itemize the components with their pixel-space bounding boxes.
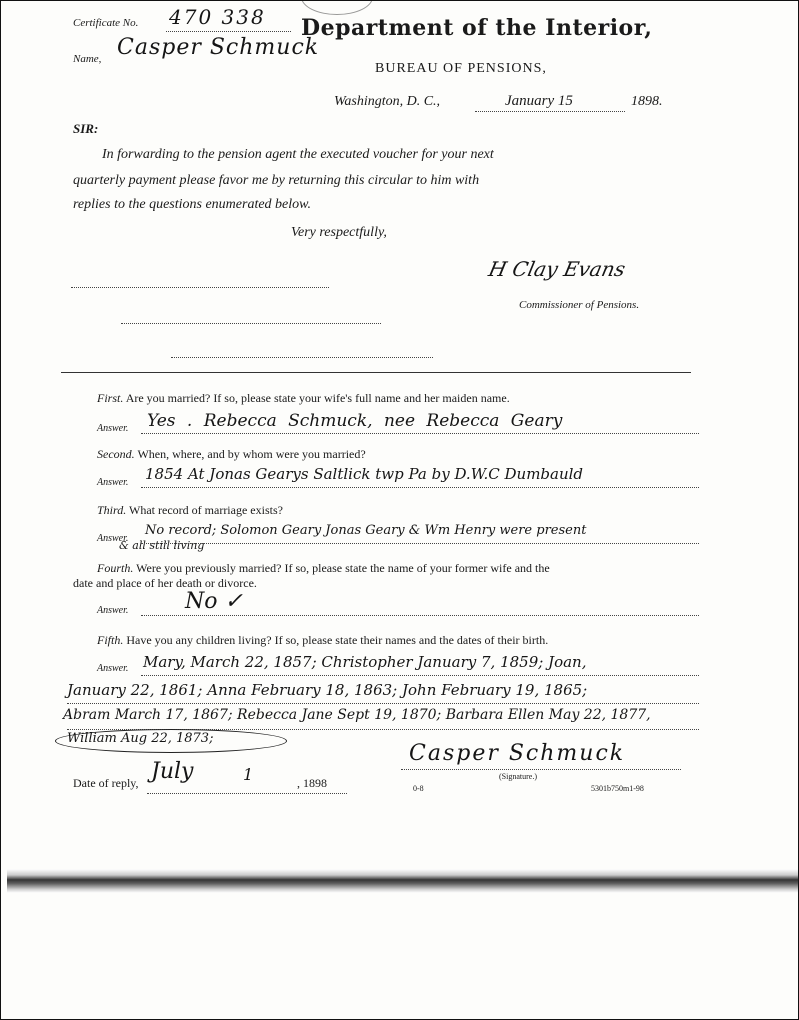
- answer-third-line-2: & all still living: [119, 539, 205, 552]
- date-underline: [475, 111, 625, 112]
- question-fourth-text: Were you previously married? If so, please state the name of your former wife and the: [136, 561, 550, 575]
- question-fourth-line-2: date and place of her death or divorce.: [73, 576, 257, 590]
- question-third-text: What record of marriage exists?: [129, 503, 283, 517]
- signature-line: [401, 769, 681, 770]
- closing: Very respectfully,: [291, 225, 387, 240]
- question-second: [97, 447, 366, 462]
- reply-month: July: [151, 759, 194, 784]
- answer-fifth-line-4: William Aug 22, 1873;: [67, 731, 214, 746]
- answer-fifth-label: Answer.: [97, 663, 129, 674]
- question-second-text: When, where, and by whom were you married?: [137, 447, 366, 461]
- answer-third-label: Answer.: [97, 533, 129, 544]
- print-code: 5301b750m1-98: [591, 784, 644, 793]
- question-fifth-text: Have you any children living? If so, please state their names and the dates of their birth.: [126, 633, 549, 647]
- letter-year: 1898.: [631, 94, 663, 109]
- claimant-signature: Casper Schmuck: [409, 741, 626, 766]
- address-line-1: [71, 287, 329, 288]
- answer-first-label: Answer.: [97, 423, 129, 434]
- answer-fourth: No ✓: [185, 589, 243, 614]
- question-first: [97, 391, 510, 406]
- name-value: Casper Schmuck: [117, 35, 320, 60]
- question-third: [97, 503, 283, 518]
- signature-label: (Signature.): [499, 772, 537, 781]
- answer-fourth-line: [141, 615, 699, 616]
- commissioner-signature: H Clay Evans: [486, 257, 628, 281]
- answer-second-label: Answer.: [97, 477, 129, 488]
- answer-third-line-1: No record; Solomon Geary Jonas Geary & Wm Henry were present: [145, 523, 587, 538]
- answer-fifth-line-2: January 22, 1861; Anna February 18, 1863; John February 19, 1865;: [67, 681, 588, 699]
- answer-first-line: [141, 433, 699, 434]
- answer-first: Yes . Rebecca Schmuck, nee Rebecca Geary: [147, 411, 563, 431]
- certificate-underline: [166, 31, 291, 32]
- scan-shadow-band: [7, 869, 799, 893]
- certificate-label: Certificate No.: [73, 17, 139, 29]
- letter-date: January 15: [505, 93, 573, 109]
- answer-third-line: [141, 543, 699, 544]
- section-divider: [61, 372, 691, 373]
- answer-fifth-rule-1: [141, 675, 699, 676]
- commissioner-title: Commissioner of Pensions.: [519, 299, 640, 311]
- address-line-2: [121, 323, 381, 324]
- reply-day: 1: [243, 765, 254, 784]
- seal-stamp: [301, 0, 373, 15]
- question-first-ordinal: First.: [97, 391, 124, 405]
- question-fourth-line-1: [97, 561, 550, 576]
- salutation: SIR:: [73, 121, 99, 136]
- date-of-reply-label: Date of reply,: [73, 776, 139, 790]
- answer-fourth-label: Answer.: [97, 605, 129, 616]
- answer-fifth-line-3: Abram March 17, 1867; Rebecca Jane Sept 19, 1870; Barbara Ellen May 22, 1877,: [63, 707, 651, 723]
- answer-fifth-rule-2: [67, 703, 699, 704]
- question-third-ordinal: Third.: [97, 503, 127, 517]
- place-label: Washington, D. C.,: [334, 94, 441, 109]
- question-fourth-ordinal: Fourth.: [97, 561, 134, 575]
- question-fifth-ordinal: Fifth.: [97, 633, 124, 647]
- department-title: Department of the Interior,: [301, 15, 653, 41]
- answer-second: 1854 At Jonas Gearys Saltlick twp Pa by D.W.C Dumbauld: [145, 465, 584, 483]
- reply-date-line: [147, 793, 347, 794]
- reply-year: , 1898: [297, 776, 327, 790]
- name-label: Name,: [73, 53, 102, 65]
- body-line-3: replies to the questions enumerated below.: [73, 197, 311, 212]
- answer-second-line: [141, 487, 699, 488]
- question-fifth: [97, 633, 548, 648]
- address-line-3: [171, 357, 433, 358]
- bureau-title: BUREAU OF PENSIONS,: [375, 61, 547, 76]
- body-line-1: In forwarding to the pension agent the executed voucher for your next: [102, 147, 494, 162]
- body-line-2: quarterly payment please favor me by returning this circular to him with: [73, 173, 480, 188]
- certificate-number: 470 338: [169, 5, 266, 29]
- form-code: 0-8: [413, 784, 424, 793]
- question-first-text: Are you married? If so, please state your wife's full name and her maiden name.: [125, 391, 510, 405]
- answer-fifth-line-1: Mary, March 22, 1857; Christopher January 7, 1859; Joan,: [143, 653, 587, 671]
- question-second-ordinal: Second.: [97, 447, 135, 461]
